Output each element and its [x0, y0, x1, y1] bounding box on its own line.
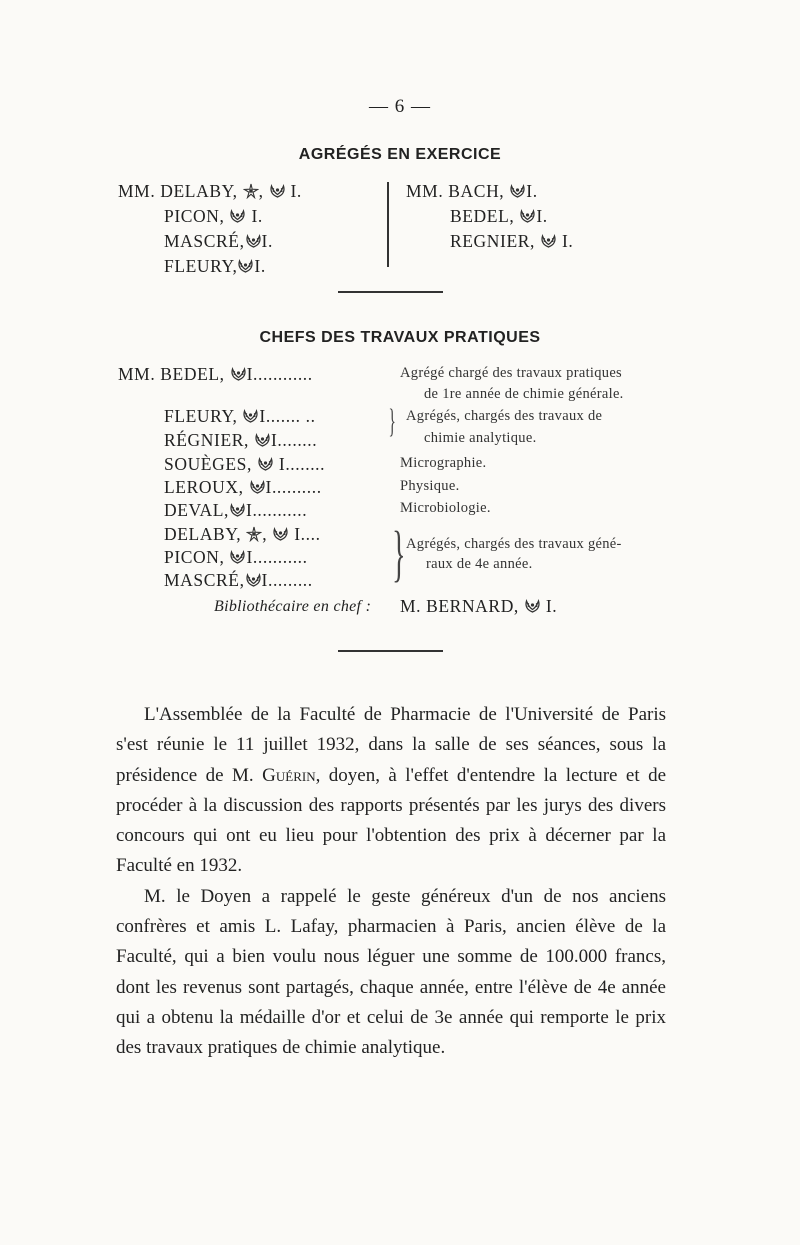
academic-palms-icon — [230, 367, 247, 381]
chef-name: FLEURY, — [164, 406, 238, 426]
academic-palms-icon — [524, 599, 541, 613]
chef-name: DELABY, — [164, 524, 242, 544]
chef-suffix: I.... — [294, 524, 321, 544]
chef-row-leroux — [164, 477, 322, 498]
academic-palms-icon — [229, 209, 246, 223]
legion-star-icon — [243, 183, 259, 199]
chef-name: PICON, — [164, 547, 225, 567]
column-divider — [387, 182, 389, 267]
desc-bedel-line1: Agrégé chargé des travaux pratiques — [400, 365, 623, 381]
paragraph-assemblee — [116, 700, 666, 882]
paragraph-doyen: M. le Doyen a rappelé le geste généreux d'un de nos anciens confrères et amis L. Lafay, pharmacien à Paris, ancien élève de la Faculté, qui a bien voulu nous léguer une somme de 100.000 francs, dont les revenus sont partagés, chaque année, entre l'élève de 4e année qui a obtenu la médaille d'or et celui de 3e année qui remporte le prix des travaux pratiques de chimie analytique. — [116, 885, 666, 1059]
prefix: MM. — [118, 181, 156, 201]
agrege-name: MASCRÉ, — [164, 231, 245, 251]
agrege-name: DELABY, — [160, 181, 238, 201]
desc-fleury-regnier-line1: Agrégés, chargés des travaux de — [406, 408, 603, 424]
heading-agreges: AGRÉGÉS EN EXERCICE — [298, 146, 502, 163]
chef-suffix: I......... — [261, 570, 313, 590]
chef-suffix: I.......... — [265, 477, 322, 497]
chef-suffix: I........... — [246, 547, 308, 567]
librarian-name-row — [400, 596, 557, 617]
body-text — [116, 700, 666, 1064]
agrege-row-mascre — [164, 231, 273, 252]
academic-palms-icon — [519, 209, 536, 223]
academic-palms-icon — [257, 457, 274, 471]
chef-suffix: I........... — [246, 500, 308, 520]
chef-name: MASCRÉ, — [164, 570, 245, 590]
prefix: MM. — [118, 364, 156, 384]
chef-name: BEDEL, — [160, 364, 225, 384]
chef-suffix: I............ — [246, 364, 313, 384]
agrege-suffix: I. — [536, 206, 548, 226]
chef-name: LEROUX, — [164, 477, 244, 497]
chef-row-regnier — [164, 430, 317, 451]
librarian-name: M. BERNARD, — [400, 596, 519, 616]
chef-row-deval — [164, 500, 307, 521]
academic-palms-icon — [242, 409, 259, 423]
chef-name: DEVAL, — [164, 500, 230, 520]
agrege-row-picon — [164, 206, 263, 227]
chef-suffix: I....... .. — [259, 406, 316, 426]
agrege-suffix: I. — [561, 231, 574, 251]
agrege-name: BACH, — [448, 181, 505, 201]
chef-row-mascre — [164, 570, 313, 591]
desc-group-line2: raux de 4e année. — [426, 556, 533, 572]
chef-row-picon — [164, 547, 308, 568]
separator-rule — [338, 291, 443, 293]
heading-chefs: CHEFS DES TRAVAUX PRATIQUES — [259, 329, 541, 346]
desc-deval: Microbiologie. — [400, 500, 491, 516]
agrege-row-delaby: MM. DELABY, , I. — [118, 181, 302, 201]
agrege-suffix: I. — [254, 256, 266, 276]
brace-icon: } — [392, 520, 406, 588]
agrege-name: REGNIER, — [450, 231, 536, 251]
agrege-suffix: I. — [290, 181, 302, 201]
separator-rule — [338, 650, 443, 652]
academic-palms-icon — [229, 550, 246, 564]
agrege-name: PICON, — [164, 206, 225, 226]
legion-star-icon — [246, 526, 262, 542]
academic-palms-icon — [272, 527, 289, 541]
desc-group-line1: Agrégés, chargés des travaux géné- — [406, 536, 622, 552]
agrege-row-bach — [406, 181, 538, 202]
paragraph-text: , doyen, à l'effet d'entendre la lecture et de procéder à la discussion des rapports présentés par les jurys des divers concours qui ont eu lieu pour l'obtention des prix à décerner par la Faculté en 1932. — [116, 764, 666, 877]
academic-palms-icon — [229, 503, 246, 517]
academic-palms-icon — [254, 433, 271, 447]
academic-palms-icon — [509, 184, 526, 198]
agrege-name: FLEURY, — [164, 256, 238, 276]
person-name: Guérin — [262, 764, 316, 786]
desc-soueges: Micrographie. — [400, 455, 487, 471]
librarian-label: Bibliothécaire en chef : — [214, 598, 372, 615]
agrege-suffix: I. — [526, 181, 538, 201]
academic-palms-icon — [540, 234, 557, 248]
page-number: — 6 — — [369, 96, 431, 117]
paragraph-text: L'Assemblée de la Faculté de Pharmacie de l'Université de Paris s'est réunie le 11 juillet 1932, dans la salle de ses séances, sous la présidence de M. — [116, 704, 666, 786]
agrege-row-regnier — [450, 231, 573, 252]
agrege-suffix: I. — [261, 231, 273, 251]
agrege-row-fleury — [164, 256, 266, 277]
chef-name: RÉGNIER, — [164, 430, 250, 450]
desc-fleury-regnier-line2: chimie analytique. — [424, 430, 537, 446]
agrege-row-bedel — [450, 206, 548, 227]
librarian-suffix: I. — [545, 596, 558, 616]
brace-icon: } — [388, 403, 396, 440]
agrege-name: BEDEL, — [450, 206, 515, 226]
academic-palms-icon — [245, 234, 262, 248]
chef-row-bedel — [118, 364, 313, 385]
chef-row-soueges — [164, 454, 325, 475]
chef-row-fleury — [164, 406, 316, 427]
chef-suffix: I........ — [271, 430, 318, 450]
desc-bedel-line2: de 1re année de chimie générale. — [424, 386, 624, 402]
chef-suffix: I........ — [278, 454, 326, 474]
chef-name: SOUÈGES, — [164, 454, 252, 474]
academic-palms-icon — [269, 184, 286, 198]
agrege-suffix: I. — [251, 206, 263, 226]
prefix: MM. — [406, 181, 444, 201]
academic-palms-icon — [245, 573, 262, 587]
chef-row-delaby: DELABY, , I.... — [164, 524, 321, 544]
academic-palms-icon — [237, 259, 254, 273]
academic-palms-icon — [249, 480, 266, 494]
desc-leroux: Physique. — [400, 478, 460, 494]
